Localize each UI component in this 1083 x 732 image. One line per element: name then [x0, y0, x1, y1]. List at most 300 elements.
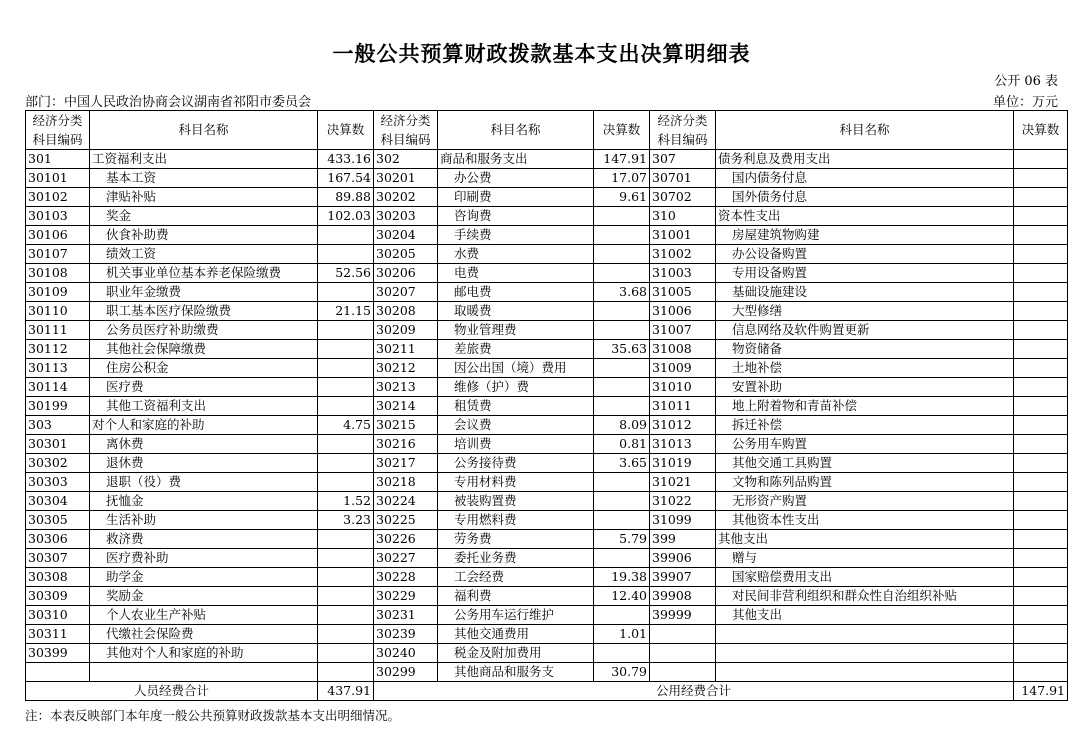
amount-cell: 52.56 — [318, 264, 374, 283]
economic-code-cell — [26, 663, 90, 682]
economic-code-cell: 31008 — [650, 340, 716, 359]
economic-code-cell: 31002 — [650, 245, 716, 264]
item-name-cell: 代缴社会保险费 — [90, 625, 318, 644]
amount-cell — [1014, 321, 1068, 340]
item-name-cell: 公务接待费 — [438, 454, 594, 473]
economic-code-cell: 302 — [374, 150, 438, 169]
page-title: 一般公共预算财政拨款基本支出决算明细表 — [332, 41, 751, 66]
economic-code-cell: 30207 — [374, 283, 438, 302]
economic-code-cell: 31007 — [650, 321, 716, 340]
amount-cell: 1.52 — [318, 492, 374, 511]
table-row — [26, 150, 1068, 169]
item-name-cell: 赠与 — [716, 549, 1014, 568]
item-name-cell: 因公出国（境）费用 — [438, 359, 594, 378]
economic-code-cell: 30110 — [26, 302, 90, 321]
amount-cell — [318, 530, 374, 549]
amount-cell — [1014, 587, 1068, 606]
amount-cell: 12.40 — [594, 587, 650, 606]
table-row — [26, 568, 1068, 587]
amount-cell — [594, 511, 650, 530]
economic-code-cell: 30212 — [374, 359, 438, 378]
item-name-cell: 维修（护）费 — [438, 378, 594, 397]
economic-code-cell: 39906 — [650, 549, 716, 568]
amount-cell: 1.01 — [594, 625, 650, 644]
amount-cell: 4.75 — [318, 416, 374, 435]
amount-cell — [1014, 454, 1068, 473]
item-name-cell: 手续费 — [438, 226, 594, 245]
item-name-cell: 住房公积金 — [90, 359, 318, 378]
item-name-cell: 职业年金缴费 — [90, 283, 318, 302]
personnel-total-value: 437.91 — [318, 682, 374, 701]
amount-cell — [1014, 435, 1068, 454]
economic-code-cell: 399 — [650, 530, 716, 549]
item-name-cell: 房屋建筑物购建 — [716, 226, 1014, 245]
amount-cell — [1014, 264, 1068, 283]
amount-cell — [1014, 378, 1068, 397]
economic-code-cell: 30202 — [374, 188, 438, 207]
item-name-cell: 奖金 — [90, 207, 318, 226]
item-name-cell: 土地补偿 — [716, 359, 1014, 378]
table-row — [26, 587, 1068, 606]
item-name-cell: 基础设施建设 — [716, 283, 1014, 302]
item-name-cell: 电费 — [438, 264, 594, 283]
item-name-cell: 地上附着物和青苗补偿 — [716, 397, 1014, 416]
economic-code-cell: 30310 — [26, 606, 90, 625]
economic-code-cell: 31005 — [650, 283, 716, 302]
amount-cell: 102.03 — [318, 207, 374, 226]
item-name-cell: 职工基本医疗保险缴费 — [90, 302, 318, 321]
item-name-cell: 个人农业生产补贴 — [90, 606, 318, 625]
amount-cell — [594, 606, 650, 625]
item-name-cell: 国内债务付息 — [716, 169, 1014, 188]
item-name-cell: 离休费 — [90, 435, 318, 454]
item-name-cell: 会议费 — [438, 416, 594, 435]
economic-code-cell: 30206 — [374, 264, 438, 283]
amount-cell — [1014, 473, 1068, 492]
item-name-cell: 专用燃料费 — [438, 511, 594, 530]
economic-code-cell: 30209 — [374, 321, 438, 340]
economic-code-cell: 30303 — [26, 473, 90, 492]
amount-cell — [318, 359, 374, 378]
economic-code-cell: 31011 — [650, 397, 716, 416]
table-row — [26, 264, 1068, 283]
table-row — [26, 245, 1068, 264]
amount-cell — [594, 321, 650, 340]
economic-code-cell: 30302 — [26, 454, 90, 473]
amount-cell — [1014, 511, 1068, 530]
item-name-cell: 其他支出 — [716, 530, 1014, 549]
amount-cell — [318, 473, 374, 492]
amount-cell: 3.65 — [594, 454, 650, 473]
item-name-cell: 资本性支出 — [716, 207, 1014, 226]
economic-code-cell: 30215 — [374, 416, 438, 435]
table-row — [26, 302, 1068, 321]
table-row — [26, 549, 1068, 568]
table-row — [26, 207, 1068, 226]
header-amount: 决算数 — [1014, 111, 1068, 150]
item-name-cell: 对个人和家庭的补助 — [90, 416, 318, 435]
economic-code-cell: 30205 — [374, 245, 438, 264]
amount-cell — [1014, 530, 1068, 549]
amount-cell — [1014, 207, 1068, 226]
economic-code-cell: 30108 — [26, 264, 90, 283]
economic-code-cell: 30112 — [26, 340, 90, 359]
item-name-cell: 安置补助 — [716, 378, 1014, 397]
economic-code-cell: 30204 — [374, 226, 438, 245]
table-row — [26, 492, 1068, 511]
item-name-cell: 劳务费 — [438, 530, 594, 549]
economic-code-cell: 30701 — [650, 169, 716, 188]
amount-cell — [594, 245, 650, 264]
item-name-cell: 其他资本性支出 — [716, 511, 1014, 530]
economic-code-cell: 30299 — [374, 663, 438, 682]
item-name-cell: 大型修缮 — [716, 302, 1014, 321]
economic-code-cell: 30201 — [374, 169, 438, 188]
amount-cell: 5.79 — [594, 530, 650, 549]
amount-cell — [1014, 226, 1068, 245]
economic-code-cell: 30304 — [26, 492, 90, 511]
item-name-cell: 无形资产购置 — [716, 492, 1014, 511]
amount-cell — [318, 587, 374, 606]
header-amount: 决算数 — [594, 111, 650, 150]
economic-code-cell: 30240 — [374, 644, 438, 663]
amount-cell — [318, 283, 374, 302]
amount-cell — [318, 245, 374, 264]
economic-code-cell: 301 — [26, 150, 90, 169]
item-name-cell — [90, 663, 318, 682]
amount-cell — [1014, 625, 1068, 644]
amount-cell — [1014, 568, 1068, 587]
item-name-cell: 国家赔偿费用支出 — [716, 568, 1014, 587]
item-name-cell: 津贴补贴 — [90, 188, 318, 207]
economic-code-cell: 30111 — [26, 321, 90, 340]
table-row — [26, 435, 1068, 454]
table-row — [26, 416, 1068, 435]
economic-code-cell: 31019 — [650, 454, 716, 473]
item-name-cell: 邮电费 — [438, 283, 594, 302]
header-row — [26, 111, 1068, 150]
item-name-cell: 其他社会保障缴费 — [90, 340, 318, 359]
economic-code-cell — [650, 663, 716, 682]
amount-cell — [318, 663, 374, 682]
totals-row — [26, 682, 1068, 701]
economic-code-cell: 30305 — [26, 511, 90, 530]
economic-code-cell: 39999 — [650, 606, 716, 625]
amount-cell — [1014, 492, 1068, 511]
item-name-cell: 医疗费补助 — [90, 549, 318, 568]
amount-cell: 19.38 — [594, 568, 650, 587]
table-row — [26, 473, 1068, 492]
form-number: 公开 06 表 — [994, 74, 1058, 89]
item-name-cell: 其他交通费用 — [438, 625, 594, 644]
table-row — [26, 663, 1068, 682]
amount-cell — [318, 397, 374, 416]
amount-cell — [1014, 397, 1068, 416]
economic-code-cell: 39908 — [650, 587, 716, 606]
item-name-cell: 机关事业单位基本养老保险缴费 — [90, 264, 318, 283]
amount-cell: 147.91 — [594, 150, 650, 169]
amount-cell — [318, 378, 374, 397]
amount-cell — [594, 397, 650, 416]
amount-cell — [1014, 340, 1068, 359]
table-row — [26, 397, 1068, 416]
amount-cell — [318, 549, 374, 568]
item-name-cell: 办公费 — [438, 169, 594, 188]
item-name-cell: 生活补助 — [90, 511, 318, 530]
economic-code-cell: 30102 — [26, 188, 90, 207]
item-name-cell: 公务用车购置 — [716, 435, 1014, 454]
header-amount: 决算数 — [318, 111, 374, 150]
amount-cell — [594, 549, 650, 568]
amount-cell — [318, 454, 374, 473]
amount-cell — [594, 264, 650, 283]
economic-code-cell: 31021 — [650, 473, 716, 492]
economic-code-cell: 30199 — [26, 397, 90, 416]
amount-cell — [1014, 245, 1068, 264]
amount-cell: 433.16 — [318, 150, 374, 169]
amount-cell — [318, 226, 374, 245]
amount-cell — [1014, 606, 1068, 625]
economic-code-cell: 30229 — [374, 587, 438, 606]
item-name-cell: 委托业务费 — [438, 549, 594, 568]
amount-cell — [594, 378, 650, 397]
economic-code-cell: 30109 — [26, 283, 90, 302]
item-name-cell: 救济费 — [90, 530, 318, 549]
item-name-cell: 工资福利支出 — [90, 150, 318, 169]
economic-code-cell: 307 — [650, 150, 716, 169]
table-row — [26, 188, 1068, 207]
item-name-cell: 差旅费 — [438, 340, 594, 359]
table-row — [26, 454, 1068, 473]
item-name-cell: 水费 — [438, 245, 594, 264]
item-name-cell: 退休费 — [90, 454, 318, 473]
economic-code-cell: 30216 — [374, 435, 438, 454]
expenditure-table — [25, 110, 1068, 701]
amount-cell — [318, 568, 374, 587]
department-label: 部门：中国人民政治协商会议湖南省祁阳市委员会 — [25, 95, 312, 110]
economic-code-cell: 30228 — [374, 568, 438, 587]
economic-code-cell: 30208 — [374, 302, 438, 321]
item-name-cell: 印刷费 — [438, 188, 594, 207]
amount-cell — [1014, 644, 1068, 663]
table-row — [26, 625, 1068, 644]
amount-cell: 0.81 — [594, 435, 650, 454]
economic-code-cell: 30113 — [26, 359, 90, 378]
item-name-cell: 专用设备购置 — [716, 264, 1014, 283]
item-name-cell: 绩效工资 — [90, 245, 318, 264]
item-name-cell: 其他工资福利支出 — [90, 397, 318, 416]
amount-cell — [1014, 416, 1068, 435]
table-row — [26, 644, 1068, 663]
economic-code-cell: 30231 — [374, 606, 438, 625]
header-name: 科目名称 — [438, 111, 594, 150]
amount-cell: 3.68 — [594, 283, 650, 302]
item-name-cell: 抚恤金 — [90, 492, 318, 511]
amount-cell — [594, 226, 650, 245]
economic-code-cell — [650, 644, 716, 663]
item-name-cell: 国外债务付息 — [716, 188, 1014, 207]
economic-code-cell: 30213 — [374, 378, 438, 397]
item-name-cell: 其他支出 — [716, 606, 1014, 625]
item-name-cell: 福利费 — [438, 587, 594, 606]
amount-cell — [318, 321, 374, 340]
item-name-cell: 对民间非营利组织和群众性自治组织补贴 — [716, 587, 1014, 606]
item-name-cell — [716, 625, 1014, 644]
item-name-cell: 医疗费 — [90, 378, 318, 397]
table-row — [26, 283, 1068, 302]
table-row — [26, 169, 1068, 188]
item-name-cell: 物业管理费 — [438, 321, 594, 340]
amount-cell — [1014, 359, 1068, 378]
economic-code-cell: 30309 — [26, 587, 90, 606]
amount-cell — [318, 625, 374, 644]
economic-code-cell: 30107 — [26, 245, 90, 264]
item-name-cell: 信息网络及软件购置更新 — [716, 321, 1014, 340]
item-name-cell — [716, 663, 1014, 682]
item-name-cell: 专用材料费 — [438, 473, 594, 492]
economic-code-cell: 30203 — [374, 207, 438, 226]
economic-code-cell: 31099 — [650, 511, 716, 530]
amount-cell — [318, 435, 374, 454]
item-name-cell: 被装购置费 — [438, 492, 594, 511]
item-name-cell: 其他交通工具购置 — [716, 454, 1014, 473]
amount-cell: 3.23 — [318, 511, 374, 530]
economic-code-cell: 30308 — [26, 568, 90, 587]
amount-cell: 167.54 — [318, 169, 374, 188]
economic-code-cell: 30103 — [26, 207, 90, 226]
economic-code-cell: 303 — [26, 416, 90, 435]
item-name-cell: 工会经费 — [438, 568, 594, 587]
amount-cell: 89.88 — [318, 188, 374, 207]
table-row — [26, 321, 1068, 340]
unit-label: 单位：万元 — [992, 95, 1058, 110]
amount-cell — [594, 644, 650, 663]
item-name-cell: 咨询费 — [438, 207, 594, 226]
public-total-value: 147.91 — [1014, 682, 1068, 701]
item-name-cell: 助学金 — [90, 568, 318, 587]
amount-cell: 9.61 — [594, 188, 650, 207]
table-row — [26, 606, 1068, 625]
amount-cell: 17.07 — [594, 169, 650, 188]
amount-cell — [594, 302, 650, 321]
item-name-cell: 公务员医疗补助缴费 — [90, 321, 318, 340]
economic-code-cell: 30214 — [374, 397, 438, 416]
economic-code-cell: 31010 — [650, 378, 716, 397]
amount-cell — [594, 473, 650, 492]
item-name-cell: 商品和服务支出 — [438, 150, 594, 169]
economic-code-cell: 30114 — [26, 378, 90, 397]
economic-code-cell: 31012 — [650, 416, 716, 435]
item-name-cell: 税金及附加费用 — [438, 644, 594, 663]
economic-code-cell: 30106 — [26, 226, 90, 245]
header-code: 经济分类科目编码 — [374, 111, 438, 150]
economic-code-cell: 30226 — [374, 530, 438, 549]
table-row — [26, 340, 1068, 359]
table-row — [26, 226, 1068, 245]
amount-cell — [1014, 663, 1068, 682]
header-code: 经济分类科目编码 — [650, 111, 716, 150]
item-name-cell: 退职（役）费 — [90, 473, 318, 492]
economic-code-cell: 31013 — [650, 435, 716, 454]
economic-code-cell: 30399 — [26, 644, 90, 663]
item-name-cell: 物资储备 — [716, 340, 1014, 359]
amount-cell — [1014, 188, 1068, 207]
item-name-cell: 租赁费 — [438, 397, 594, 416]
amount-cell — [594, 359, 650, 378]
amount-cell — [318, 340, 374, 359]
economic-code-cell: 30101 — [26, 169, 90, 188]
amount-cell — [1014, 169, 1068, 188]
item-name-cell: 债务利息及费用支出 — [716, 150, 1014, 169]
header-code: 经济分类科目编码 — [26, 111, 90, 150]
amount-cell — [318, 644, 374, 663]
footnote: 注：本表反映部门本年度一般公共预算财政拨款基本支出明细情况。 — [25, 708, 401, 723]
economic-code-cell: 30239 — [374, 625, 438, 644]
amount-cell: 21.15 — [318, 302, 374, 321]
header-name: 科目名称 — [90, 111, 318, 150]
item-name-cell: 伙食补助费 — [90, 226, 318, 245]
item-name-cell: 培训费 — [438, 435, 594, 454]
amount-cell — [1014, 549, 1068, 568]
economic-code-cell: 30306 — [26, 530, 90, 549]
economic-code-cell: 30218 — [374, 473, 438, 492]
amount-cell — [1014, 283, 1068, 302]
public-total-label: 公用经费合计 — [374, 682, 1014, 701]
economic-code-cell: 31009 — [650, 359, 716, 378]
economic-code-cell: 310 — [650, 207, 716, 226]
item-name-cell — [716, 644, 1014, 663]
economic-code-cell: 30702 — [650, 188, 716, 207]
economic-code-cell: 30224 — [374, 492, 438, 511]
table-row — [26, 530, 1068, 549]
economic-code-cell: 30311 — [26, 625, 90, 644]
item-name-cell: 奖励金 — [90, 587, 318, 606]
economic-code-cell: 39907 — [650, 568, 716, 587]
amount-cell — [318, 606, 374, 625]
economic-code-cell: 30225 — [374, 511, 438, 530]
personnel-total-label: 人员经费合计 — [26, 682, 318, 701]
header-name: 科目名称 — [716, 111, 1014, 150]
economic-code-cell: 30217 — [374, 454, 438, 473]
economic-code-cell: 31006 — [650, 302, 716, 321]
economic-code-cell: 30307 — [26, 549, 90, 568]
item-name-cell: 文物和陈列品购置 — [716, 473, 1014, 492]
economic-code-cell — [650, 625, 716, 644]
economic-code-cell: 30227 — [374, 549, 438, 568]
item-name-cell: 公务用车运行维护 — [438, 606, 594, 625]
item-name-cell: 办公设备购置 — [716, 245, 1014, 264]
amount-cell: 35.63 — [594, 340, 650, 359]
table-row — [26, 511, 1068, 530]
economic-code-cell: 30301 — [26, 435, 90, 454]
amount-cell — [1014, 302, 1068, 321]
amount-cell — [1014, 150, 1068, 169]
amount-cell — [594, 207, 650, 226]
item-name-cell: 其他商品和服务支 — [438, 663, 594, 682]
economic-code-cell: 31003 — [650, 264, 716, 283]
amount-cell: 30.79 — [594, 663, 650, 682]
economic-code-cell: 30211 — [374, 340, 438, 359]
item-name-cell: 取暖费 — [438, 302, 594, 321]
economic-code-cell: 31001 — [650, 226, 716, 245]
item-name-cell: 其他对个人和家庭的补助 — [90, 644, 318, 663]
table-row — [26, 378, 1068, 397]
item-name-cell: 基本工资 — [90, 169, 318, 188]
table-row — [26, 359, 1068, 378]
economic-code-cell: 31022 — [650, 492, 716, 511]
item-name-cell: 拆迁补偿 — [716, 416, 1014, 435]
amount-cell — [594, 492, 650, 511]
